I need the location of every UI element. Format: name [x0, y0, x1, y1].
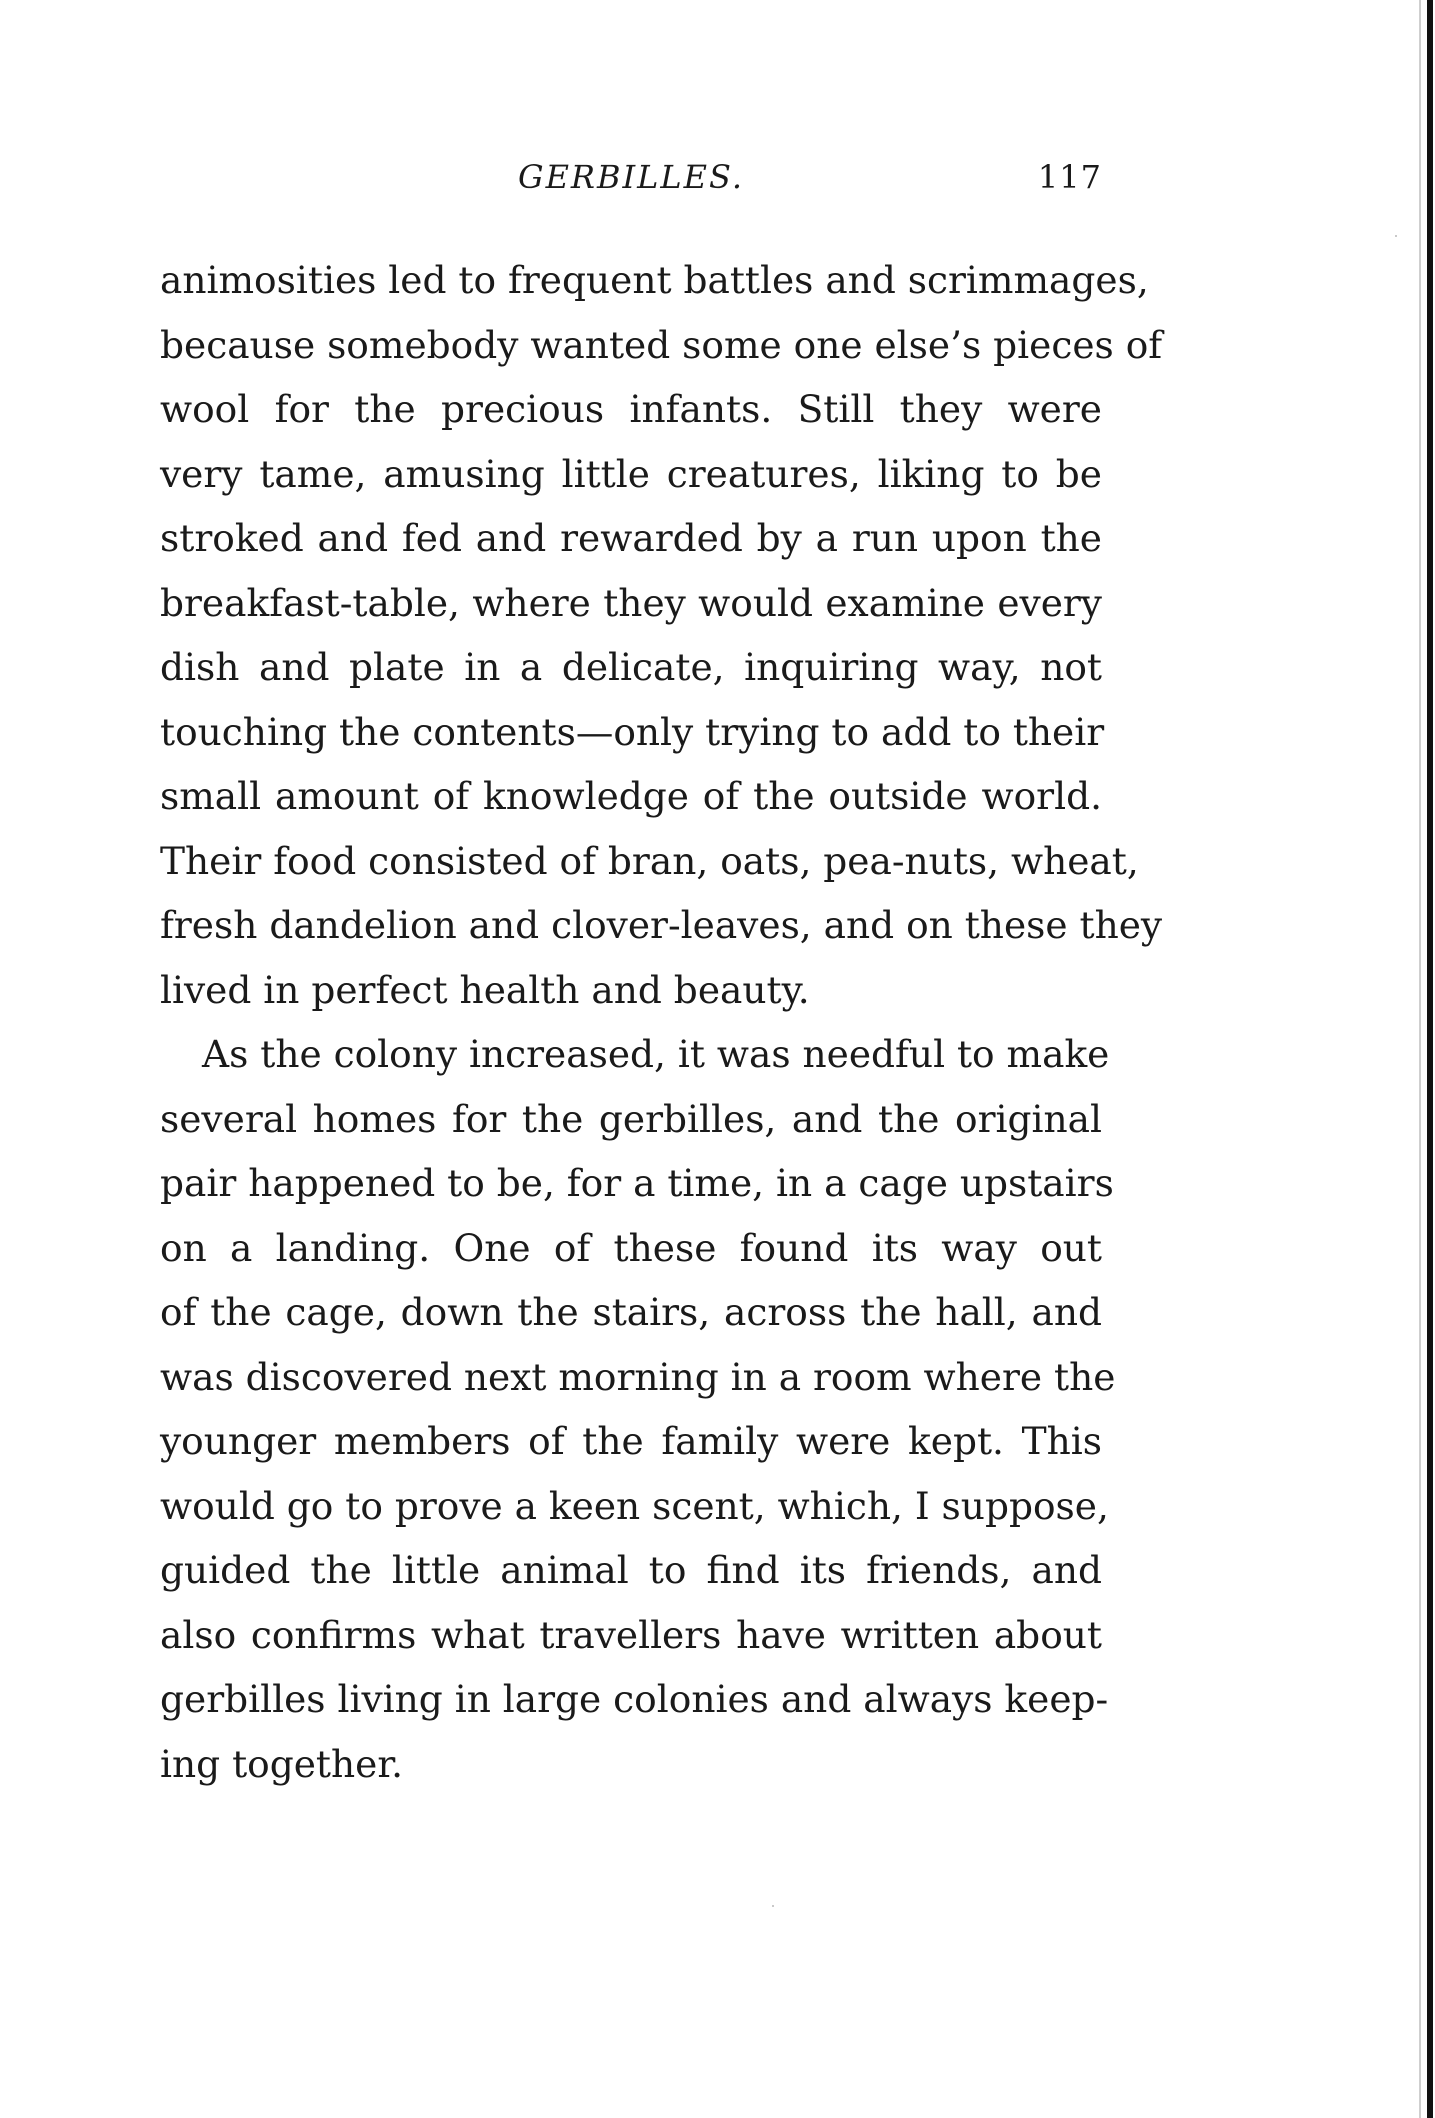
text-line: lived in perfect health and beauty.: [160, 967, 810, 1012]
text-line: on a landing. One of these found its way out: [160, 1225, 1102, 1270]
running-title: GERBILLES.: [518, 158, 744, 196]
text-line: Their food consisted of bran, oats, pea-nuts, wheat,: [160, 838, 1139, 883]
text-line: As the colony increased, it was needful to make: [202, 1032, 1110, 1076]
running-head: [160, 158, 1102, 208]
text-line: very tame, amusing little creatures, liking to be: [160, 451, 1102, 496]
text-line: animosities led to frequent battles and scrimmages,: [160, 258, 1149, 302]
text-line: breakfast-table, where they would examine every: [160, 580, 1102, 625]
text-line: because somebody wanted some one else’s pieces of: [160, 322, 1163, 367]
text-line: would go to prove a keen scent, which, I suppose,: [160, 1483, 1109, 1528]
text-line: gerbilles living in large colonies and always keep-: [160, 1677, 1109, 1721]
text-line: several homes for the gerbilles, and the original: [160, 1096, 1102, 1141]
text-line: of the cage, down the stairs, across the hall, and: [160, 1290, 1102, 1334]
text-line: ing together.: [160, 1741, 404, 1786]
body-text: [160, 248, 1163, 1796]
text-line: stroked and fed and rewarded by a run upon the: [160, 516, 1102, 560]
page-edge-bar: [1427, 0, 1433, 2118]
page-number: 117: [1037, 158, 1102, 196]
text-line: was discovered next morning in a room where the: [160, 1354, 1116, 1399]
text-line: small amount of knowledge of the outside world.: [160, 774, 1102, 818]
text-line: wool for the precious infants. Still they were: [160, 387, 1102, 431]
text-line: dish and plate in a delicate, inquiring way, not: [160, 645, 1102, 689]
text-line: touching the contents—only trying to add to their: [160, 709, 1105, 754]
text-line: fresh dandelion and clover-leaves, and on these they: [160, 903, 1163, 947]
paper-speck: [1395, 235, 1397, 237]
page-edge-shadow: [1419, 0, 1421, 2118]
text-line: also confirms what travellers have written about: [160, 1612, 1102, 1657]
paragraph-1: [160, 248, 1163, 1022]
text-line: pair happened to be, for a time, in a cage upstairs: [160, 1161, 1114, 1205]
text-line: younger members of the family were kept. This: [160, 1419, 1102, 1463]
paragraph-2: [160, 1022, 1116, 1796]
paper-speck: [772, 1905, 774, 1907]
text-line: guided the little animal to find its friends, and: [160, 1548, 1102, 1592]
